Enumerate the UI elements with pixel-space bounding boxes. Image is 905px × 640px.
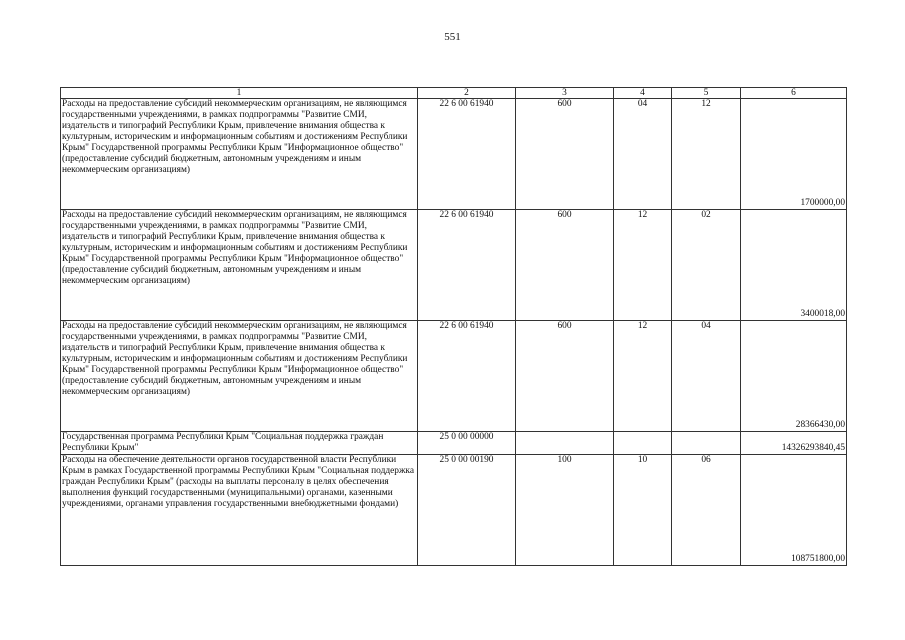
row-amount: 3400018,00 bbox=[741, 210, 847, 321]
row-expense-type bbox=[516, 432, 614, 455]
row-expense-type: 600 bbox=[516, 321, 614, 432]
row-subsection: 02 bbox=[672, 210, 741, 321]
row-subsection: 06 bbox=[672, 455, 741, 566]
row-subsection: 04 bbox=[672, 321, 741, 432]
row-section: 12 bbox=[614, 210, 672, 321]
row-description: Расходы на предоставление субсидий некоммерческим организациям, не являющимся государственными учреждениями, в рамках подпрограммы "Развитие СМИ, издательств и типографий Республики Крым, привлечение внимания общества к культурным, историческим и информационным событиям и достижениям Республики Крым" Государственной программы Республики Крым "Информационное общество" (предоставление субсидий бюджетным, автономным учреждениям и иным некоммерческим организациям) bbox=[61, 99, 418, 210]
row-section: 10 bbox=[614, 455, 672, 566]
row-subsection bbox=[672, 432, 741, 455]
column-header: 6 bbox=[741, 88, 847, 99]
row-subsection: 12 bbox=[672, 99, 741, 210]
column-header: 5 bbox=[672, 88, 741, 99]
table-row bbox=[61, 321, 847, 432]
row-target-article: 22 6 00 61940 bbox=[418, 210, 516, 321]
table-header-row bbox=[61, 88, 847, 99]
table-row bbox=[61, 99, 847, 210]
column-header: 2 bbox=[418, 88, 516, 99]
table-row bbox=[61, 455, 847, 566]
row-expense-type: 600 bbox=[516, 210, 614, 321]
table-row bbox=[61, 432, 847, 455]
page-number: 551 bbox=[444, 31, 461, 43]
row-amount: 108751800,00 bbox=[741, 455, 847, 566]
column-header: 4 bbox=[614, 88, 672, 99]
row-description: Расходы на предоставление субсидий некоммерческим организациям, не являющимся государственными учреждениями, в рамках подпрограммы "Развитие СМИ, издательств и типографий Республики Крым, привлечение внимания общества к культурным, историческим и информационным событиям и достижениям Республики Крым" Государственной программы Республики Крым "Информационное общество" (предоставление субсидий бюджетным, автономным учреждениям и иным некоммерческим организациям) bbox=[61, 210, 418, 321]
row-expense-type: 100 bbox=[516, 455, 614, 566]
row-target-article: 25 0 00 00000 bbox=[418, 432, 516, 455]
row-target-article: 22 6 00 61940 bbox=[418, 321, 516, 432]
row-amount: 14326293840,45 bbox=[741, 432, 847, 455]
table-row bbox=[61, 210, 847, 321]
row-section bbox=[614, 432, 672, 455]
row-expense-type: 600 bbox=[516, 99, 614, 210]
row-amount: 28366430,00 bbox=[741, 321, 847, 432]
row-description: Расходы на предоставление субсидий некоммерческим организациям, не являющимся государственными учреждениями, в рамках подпрограммы "Развитие СМИ, издательств и типографий Республики Крым, привлечение внимания общества к культурным, историческим и информационным событиям и достижениям Республики Крым" Государственной программы Республики Крым "Информационное общество" (предоставление субсидий бюджетным, автономным учреждениям и иным некоммерческим организациям) bbox=[61, 321, 418, 432]
row-target-article: 25 0 00 00190 bbox=[418, 455, 516, 566]
row-section: 12 bbox=[614, 321, 672, 432]
row-amount: 1700000,00 bbox=[741, 99, 847, 210]
column-header: 3 bbox=[516, 88, 614, 99]
row-section: 04 bbox=[614, 99, 672, 210]
row-description: Государственная программа Республики Крым "Социальная поддержка граждан Республики Крым" bbox=[61, 432, 418, 455]
budget-table bbox=[60, 87, 847, 566]
column-header: 1 bbox=[61, 88, 418, 99]
row-target-article: 22 6 00 61940 bbox=[418, 99, 516, 210]
row-description: Расходы на обеспечение деятельности органов государственной власти Республики Крым в рамках Государственной программы Республики Крым "Социальная поддержка граждан Республики Крым" (расходы на выплаты персоналу в целях обеспечения выполнения функций государственными (муниципальными) органами, казенными учреждениями, органами управления государственными внебюджетными фондами) bbox=[61, 455, 418, 566]
